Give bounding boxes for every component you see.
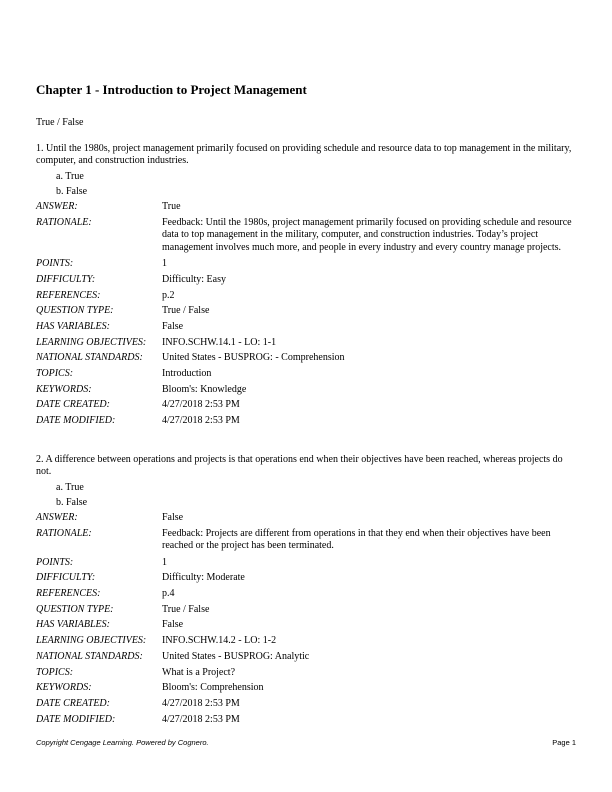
- meta-row-topics: [36, 366, 576, 382]
- option-b: b. False: [56, 186, 88, 197]
- meta-value: United States - BUSPROG: - Comprehension: [162, 352, 345, 364]
- meta-label: POINTS:: [36, 258, 74, 270]
- meta-value: INFO.SCHW.14.1 - LO: 1-1: [162, 336, 277, 348]
- meta-label: RATIONALE:: [36, 216, 92, 228]
- meta-label: HAS VARIABLES:: [36, 320, 110, 332]
- meta-value: 1: [162, 258, 167, 270]
- meta-row-national-standards: [36, 649, 576, 665]
- copyright-text: Copyright Cengage Learning. Powered by Cognero.: [36, 738, 209, 747]
- meta-label: REFERENCES:: [36, 588, 101, 600]
- meta-value: True / False: [162, 603, 210, 615]
- meta-row-difficulty: [36, 570, 576, 586]
- meta-row-answer: [36, 199, 576, 215]
- question-text: 2. A difference between operations and projects is that operations end when their objectives have been reached, whereas projects do not.: [36, 454, 563, 477]
- meta-label: QUESTION TYPE:: [36, 305, 114, 317]
- meta-row-keywords: [36, 680, 576, 696]
- meta-label: TOPICS:: [36, 368, 74, 379]
- meta-value: p.2: [162, 289, 175, 301]
- meta-value: 4/27/2018 2:53 PM: [162, 415, 240, 427]
- meta-value: False: [162, 320, 184, 332]
- meta-value: Bloom's: Knowledge: [162, 383, 247, 395]
- meta-label: DIFFICULTY:: [36, 572, 96, 584]
- meta-value: False: [162, 619, 184, 631]
- meta-label: POINTS:: [36, 556, 74, 568]
- meta-row-question-type: [36, 602, 576, 618]
- option-b: b. False: [56, 497, 88, 508]
- meta-row-answer: [36, 510, 576, 526]
- meta-row-question-type: [36, 303, 576, 319]
- meta-label: ANSWER:: [36, 201, 78, 212]
- meta-label: DIFFICULTY:: [36, 273, 96, 285]
- meta-row-has-variables: [36, 617, 576, 633]
- meta-value: 4/27/2018 2:53 PM: [162, 697, 240, 709]
- meta-label: DATE MODIFIED:: [36, 415, 116, 427]
- meta-label: REFERENCES:: [36, 289, 101, 301]
- meta-label: RATIONALE:: [36, 527, 92, 539]
- chapter-title: Chapter 1 - Introduction to Project Management: [36, 82, 307, 97]
- meta-label: HAS VARIABLES:: [36, 619, 110, 631]
- meta-row-references: [36, 288, 576, 304]
- meta-label: DATE CREATED:: [36, 399, 110, 411]
- meta-row-points: [36, 555, 576, 571]
- question-text: 1. Until the 1980s, project management primarily focused on providing schedule and resource data to top management in the military, computer, and construction industries.: [36, 143, 572, 166]
- meta-label: DATE CREATED:: [36, 697, 110, 709]
- meta-value: United States - BUSPROG: Analytic: [162, 650, 310, 662]
- meta-row-date-created: [36, 696, 576, 712]
- question-1: [36, 143, 576, 429]
- meta-value: Introduction: [162, 368, 212, 379]
- meta-value: Feedback: Projects are different from operations in that they end when their objectives have been reached or the project has been terminated.: [162, 527, 551, 552]
- meta-row-rationale: [36, 526, 576, 555]
- meta-value: Difficulty: Moderate: [162, 572, 245, 584]
- meta-value: 4/27/2018 2:53 PM: [162, 713, 240, 725]
- meta-row-learning-objectives: [36, 633, 576, 649]
- meta-row-national-standards: [36, 350, 576, 366]
- meta-value: 1: [162, 556, 167, 568]
- meta-value: True: [162, 201, 181, 212]
- meta-label: LEARNING OBJECTIVES:: [36, 635, 147, 647]
- meta-value: False: [162, 512, 184, 523]
- meta-row-learning-objectives: [36, 335, 576, 351]
- meta-value: What is a Project?: [162, 666, 236, 678]
- meta-label: QUESTION TYPE:: [36, 603, 114, 615]
- meta-value: p.4: [162, 588, 175, 600]
- question-2: [36, 454, 576, 727]
- meta-row-date-modified: [36, 712, 576, 728]
- meta-label: NATIONAL STANDARDS:: [36, 352, 143, 364]
- page-number: Page 1: [552, 738, 576, 747]
- meta-value: True / False: [162, 305, 210, 317]
- meta-value: 4/27/2018 2:53 PM: [162, 399, 240, 411]
- meta-row-topics: [36, 665, 576, 681]
- meta-row-date-modified: [36, 413, 576, 429]
- meta-row-points: [36, 256, 576, 272]
- option-a: a. True: [56, 482, 84, 493]
- meta-label: ANSWER:: [36, 512, 78, 523]
- meta-row-references: [36, 586, 576, 602]
- meta-row-keywords: [36, 382, 576, 398]
- meta-value: INFO.SCHW.14.2 - LO: 1-2: [162, 635, 277, 647]
- meta-value: Difficulty: Easy: [162, 273, 226, 285]
- metadata-table: [36, 199, 576, 429]
- meta-label: LEARNING OBJECTIVES:: [36, 336, 147, 348]
- meta-row-has-variables: [36, 319, 576, 335]
- meta-label: TOPICS:: [36, 666, 74, 678]
- meta-value: Bloom's: Comprehension: [162, 682, 264, 694]
- meta-label: NATIONAL STANDARDS:: [36, 650, 143, 662]
- meta-row-rationale: [36, 215, 576, 257]
- metadata-table: [36, 510, 576, 727]
- section-label: True / False: [36, 117, 84, 128]
- meta-row-difficulty: [36, 272, 576, 288]
- meta-label: KEYWORDS:: [36, 682, 92, 694]
- meta-value: Feedback: Until the 1980s, project management primarily focused on providing schedule and resource data to top management in the military, computer, and construction industries. Today’s project management involves much more, and people in every industry and every country manage projects.: [162, 216, 572, 253]
- meta-label: KEYWORDS:: [36, 383, 92, 395]
- option-a: a. True: [56, 171, 84, 182]
- meta-row-date-created: [36, 397, 576, 413]
- meta-label: DATE MODIFIED:: [36, 713, 116, 725]
